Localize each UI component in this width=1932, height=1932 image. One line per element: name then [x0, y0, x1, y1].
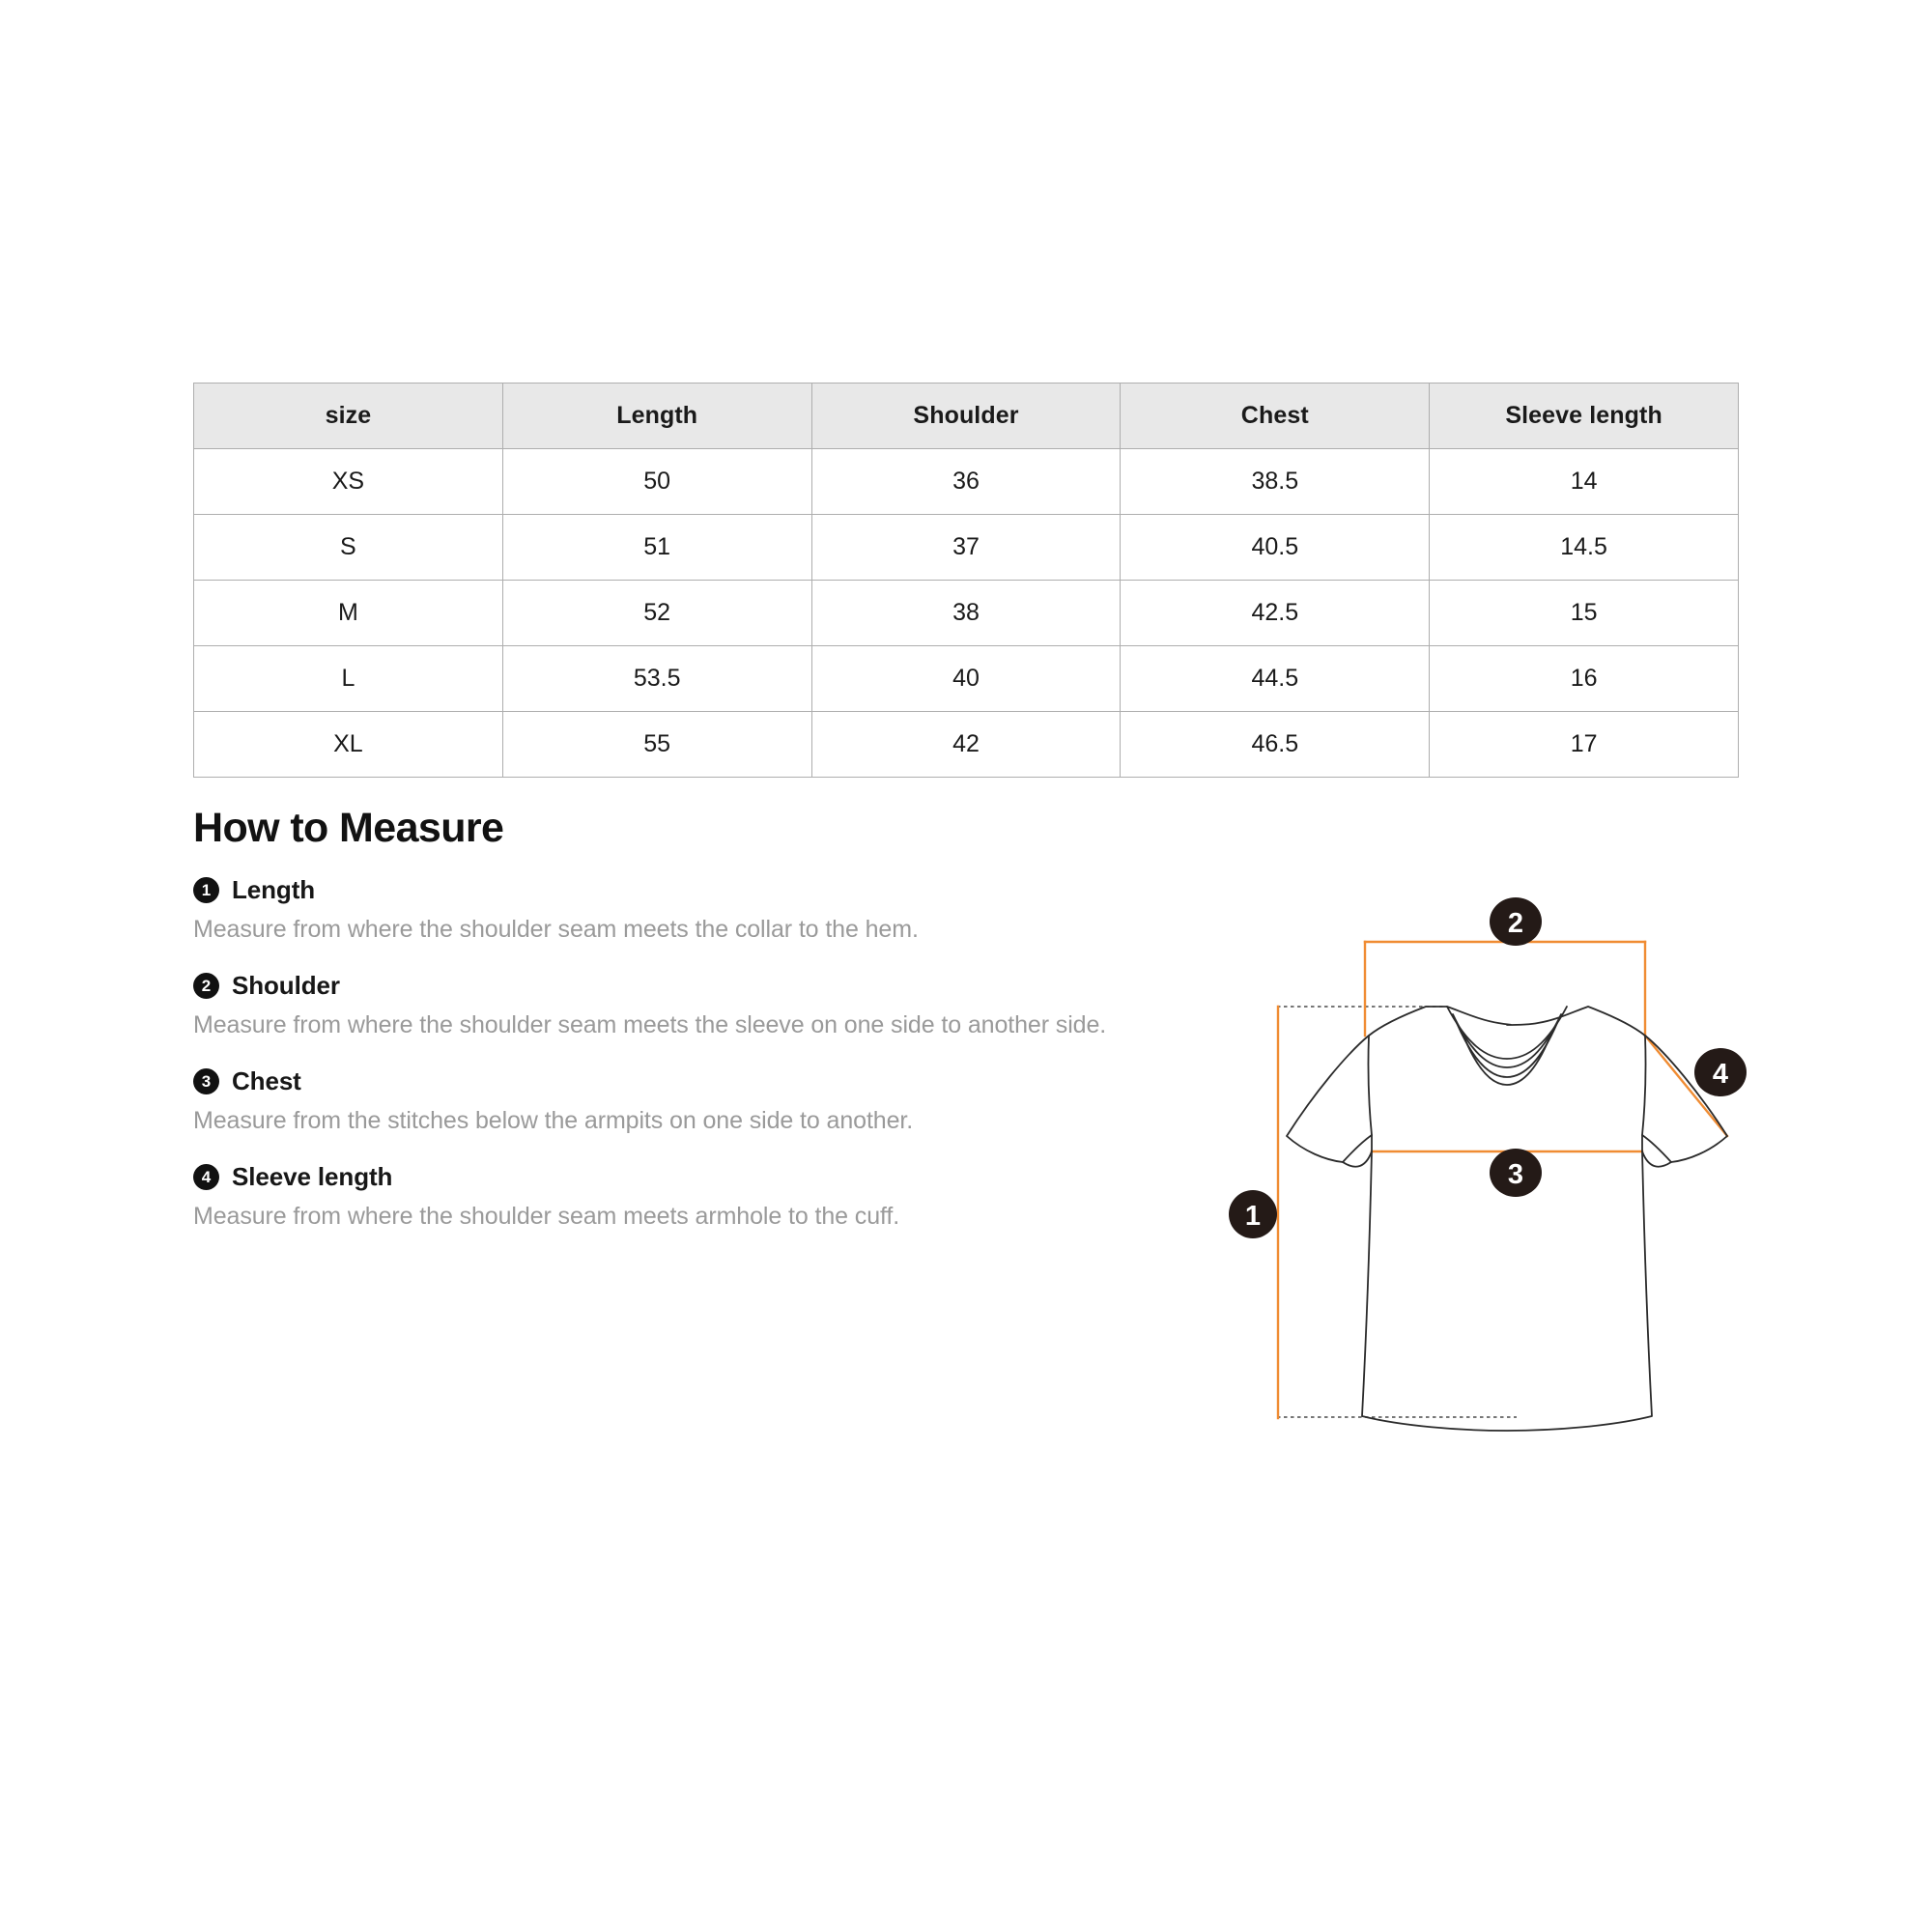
cell-size: L — [194, 646, 503, 712]
collar-line-inner — [1457, 1023, 1557, 1077]
how-to-measure-section — [193, 805, 1179, 1258]
measure-item-shoulder — [193, 971, 1179, 1039]
measure-label: Shoulder — [232, 971, 340, 1000]
measure-label: Length — [232, 875, 316, 904]
cell-length: 52 — [502, 581, 811, 646]
size-table-container — [193, 383, 1739, 778]
measure-description: Measure from where the shoulder seam meets the collar to the hem. — [193, 916, 919, 943]
size-table-header — [194, 384, 1739, 449]
cell-chest: 44.5 — [1121, 646, 1430, 712]
table-row — [194, 581, 1739, 646]
cell-chest: 42.5 — [1121, 581, 1430, 646]
measure-description: Measure from the stitches below the armpits on one side to another. — [193, 1107, 914, 1134]
cell-chest: 46.5 — [1121, 712, 1430, 778]
cell-shoulder: 42 — [811, 712, 1121, 778]
cell-size: M — [194, 581, 503, 646]
cell-shoulder: 36 — [811, 449, 1121, 515]
cell-chest: 38.5 — [1121, 449, 1430, 515]
cell-sleeve: 14.5 — [1430, 515, 1739, 581]
column-header-size: size — [194, 384, 503, 449]
table-header-row — [194, 384, 1739, 449]
measure-label: Sleeve length — [232, 1162, 393, 1191]
diagram-badge-4-label: 4 — [1712, 1059, 1729, 1090]
diagram-number-badges — [1229, 897, 1747, 1238]
measure-heading — [193, 875, 1179, 905]
section-title: How to Measure — [193, 805, 504, 851]
diagram-badge-2-label: 2 — [1507, 908, 1524, 939]
number-badge-1-icon: 1 — [193, 877, 219, 903]
table-row — [194, 515, 1739, 581]
measure-label: Chest — [232, 1066, 301, 1095]
measure-item-sleeve-length — [193, 1162, 1179, 1231]
cell-size: XS — [194, 449, 503, 515]
diagram-badge-4 — [1694, 1048, 1747, 1096]
cell-length: 51 — [502, 515, 811, 581]
diagram-badge-3-label: 3 — [1507, 1159, 1524, 1190]
number-badge-2-icon: 2 — [193, 973, 219, 999]
diagram-badge-1 — [1229, 1190, 1277, 1238]
measure-description: Measure from where the shoulder seam meets armhole to the cuff. — [193, 1203, 900, 1230]
diagram-badge-2 — [1490, 897, 1542, 946]
cell-sleeve: 14 — [1430, 449, 1739, 515]
measure-item-chest — [193, 1066, 1179, 1135]
number-badge-3-icon: 3 — [193, 1068, 219, 1094]
tshirt-outline — [1287, 1007, 1727, 1431]
cell-shoulder: 37 — [811, 515, 1121, 581]
tshirt-measurement-diagram — [1227, 889, 1787, 1565]
diagram-badge-3 — [1490, 1149, 1542, 1197]
cell-sleeve: 15 — [1430, 581, 1739, 646]
size-table-body — [194, 449, 1739, 778]
cell-sleeve: 17 — [1430, 712, 1739, 778]
measure-heading — [193, 1162, 1179, 1192]
cell-chest: 40.5 — [1121, 515, 1430, 581]
cell-shoulder: 40 — [811, 646, 1121, 712]
size-table — [193, 383, 1739, 778]
cell-length: 53.5 — [502, 646, 811, 712]
measure-description: Measure from where the shoulder seam meets the sleeve on one side to another side. — [193, 1011, 1107, 1038]
column-header-sleeve-length: Sleeve length — [1430, 384, 1739, 449]
cell-size: S — [194, 515, 503, 581]
cell-shoulder: 38 — [811, 581, 1121, 646]
number-badge-4-icon: 4 — [193, 1164, 219, 1190]
measure-heading — [193, 971, 1179, 1001]
collar-line-outer — [1447, 1007, 1567, 1059]
measure-heading — [193, 1066, 1179, 1096]
column-header-shoulder: Shoulder — [811, 384, 1121, 449]
diagram-badge-1-label: 1 — [1244, 1201, 1262, 1232]
measure-item-length — [193, 875, 1179, 944]
column-header-length: Length — [502, 384, 811, 449]
table-row — [194, 449, 1739, 515]
cell-size: XL — [194, 712, 503, 778]
cell-length: 50 — [502, 449, 811, 515]
table-row — [194, 646, 1739, 712]
column-header-chest: Chest — [1121, 384, 1430, 449]
cell-sleeve: 16 — [1430, 646, 1739, 712]
cell-length: 55 — [502, 712, 811, 778]
table-row — [194, 712, 1739, 778]
